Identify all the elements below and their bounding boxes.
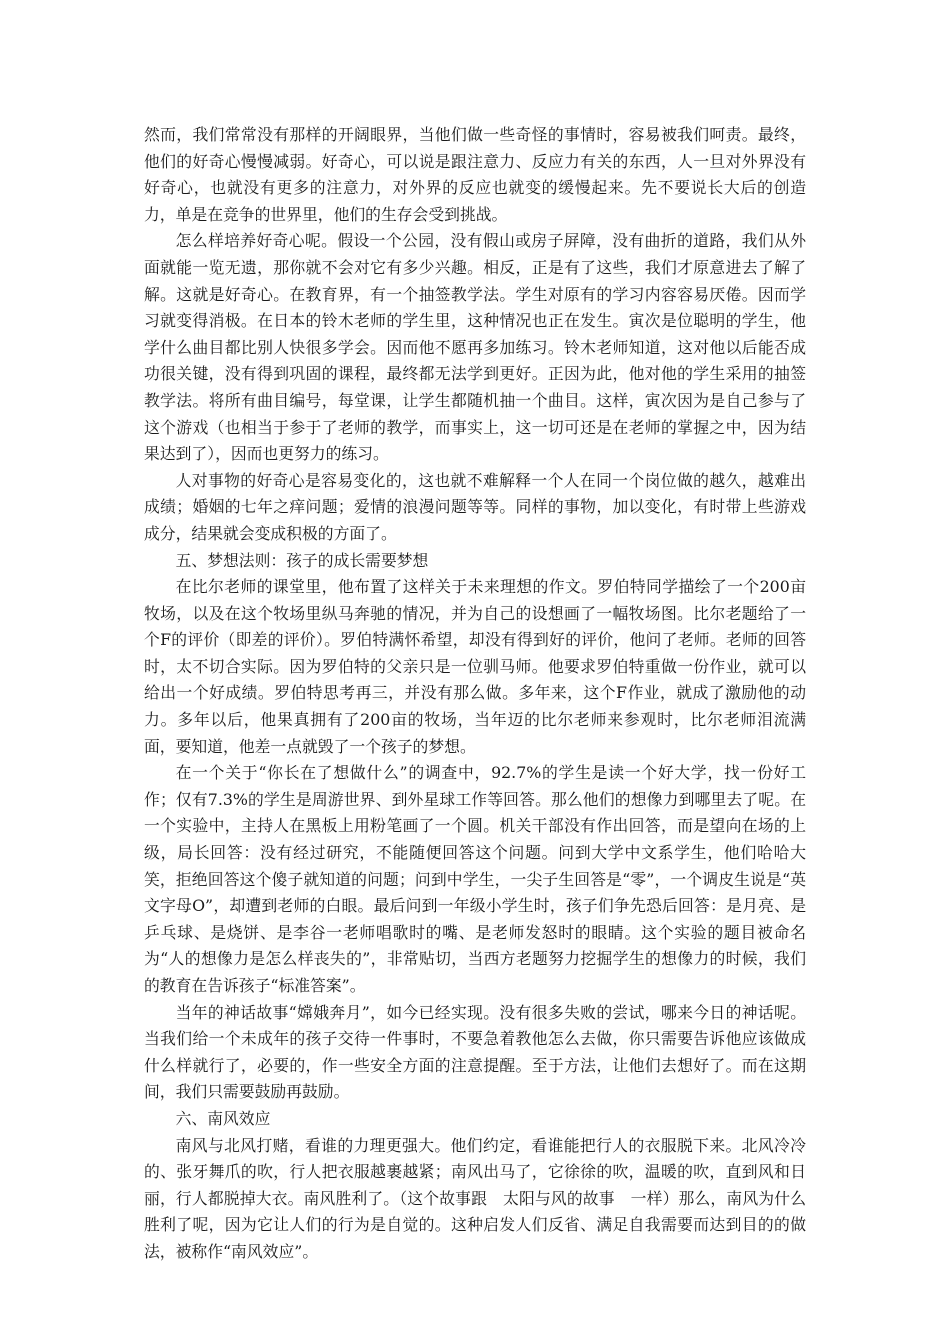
section-heading-dream-rule: 五、梦想法则：孩子的成长需要梦想 <box>175 550 429 570</box>
paragraph-curiosity-intro: 然而，我们常常没有那样的开阔眼界，当他们做一些奇怪的事情时，容易被我们呵责。最终，他们的好奇心慢慢减弱。好奇心，可以说是跟注意力、反应力有关的东西，人一旦对外界没有好奇心，也就没有更多的注意力，对外界的反应也就变的缓慢起来。先不要说长大后的创造力，单是在竞争的世界里，他们的生存会受到挑战。 <box>144 125 806 224</box>
paragraph-south-wind-story: 南风与北风打赌，看谁的力理更强大。他们约定，看谁能把行人的衣服脱下来。北风冷冷的、张牙舞爪的吹，行人把衣服越裹越紧；南风出马了，它徐徐的吹，温暖的吹，直到风和日丽，行人都脱掉大衣。南风胜利了。（这个故事跟 太阳与风的故事 一样）那么，南风为什么胜利了呢，因为它让人们的行为是自觉的。这种启发人们反省、满足自我需要而达到目的的做法，被称作“南风效应”。 <box>144 1135 806 1261</box>
paragraph-cultivate-curiosity: 怎么样培养好奇心呢。假设一个公园，没有假山或房子屏障，没有曲折的道路，我们从外面就能一览无遗，那你就不会对它有多少兴趣。相反，正是有了这些，我们才原意进去了解了解。这就是好奇心。在教育界，有一个抽签教学法。学生对原有的学习内容容易厌倦。因而学习就变得消极。在日本的铃木老师的学生里，这种情况也正在发生。寅次是位聪明的学生，他学什么曲目都比别人快很多学会。因而他不愿再多加练习。铃木老师知道，这对他以后能否成功很关键，没有得到巩固的课程，最终都无法学到更好。正因为此，他对他的学生采用的抽签教学法。将所有曲目编号，每堂课，让学生都随机抽一个曲目。这样，寅次因为是自己参与了这个游戏（也相当于参于了老师的教学，而事实上，这一切可还是在老师的掌握之中，因为结果达到了），因而也更努力的练习。 <box>144 231 806 464</box>
paragraph-curiosity-change: 人对事物的好奇心是容易变化的，这也就不难解释一个人在同一个岗位做的越久，越难出成绩；婚姻的七年之痒问题；爱情的浪漫问题等等。同样的事物，加以变化，有时带上些游戏成分，结果就会变成积极的方面了。 <box>144 470 806 543</box>
paragraph-bill-teacher: 在比尔老师的课堂里，他布置了这样关于未来理想的作文。罗伯特同学描绘了一个200亩牧场，以及在这个牧场里纵马奔驰的情况，并为自己的设想画了一幅牧场图。比尔老题给了一个F的评价（即差的评价）。罗伯特满怀希望，却没有得到好的评价，他问了老师。老师的回答时，太不切合实际。因为罗伯特的父亲只是一位驯马师。他要求罗伯特重做一份作业，就可以给出一个好成绩。罗伯特思考再三，并没有那么做。多年来，这个F作业，就成了激励他的动力。多年以后，他果真拥有了200亩的牧场，当年迈的比尔老师来参观时，比尔老师泪流满面，要知道，他差一点就毁了一个孩子的梦想。 <box>144 577 806 756</box>
paragraph-myth-chang-e: 当年的神话故事“嫦娥奔月”，如今已经实现。没有很多失败的尝试，哪来今日的神话呢。当我们给一个未成年的孩子交待一件事时，不要急着教他怎么去做，你只需要告诉他应该做成什么样就行了，必要的，作一些安全方面的注意提醒。至于方法，让他们去想好了。而在这期间，我们只需要鼓励再鼓励。 <box>144 1002 806 1102</box>
section-heading-south-wind: 六、南风效应 <box>175 1108 271 1128</box>
paragraph-imagination-survey: 在一个关于“你长在了想做什么”的调查中，92.7%的学生是读一个好大学，找一份好工作；仅有7.3%的学生是周游世界、到外星球工作等回答。那么他们的想像力到哪里去了呢。在一个实验中，主持人在黑板上用粉笔画了一个圆。机关干部没有作出回答，而是望向在场的上级，局长回答：没有经过研究，不能随便回答这个问题。问到大学中文系学生，他们哈哈大笑，拒绝回答这个傻子就知道的问题；问到中学生，一尖子生回答是“零”，一个调皮生说是“英文字母O”，却遭到老师的白眼。最后问到一年级小学生时，孩子们争先恐后回答：是月亮、是乒乓球、是烧饼、是李谷一老师唱歌时的嘴、是老师发怒时的眼睛。这个实验的题目被命名为“人的想像力是怎么样丧失的”，非常贴切，当西方老题努力挖掘学生的想像力的时候，我们的教育在告诉孩子“标准答案”。 <box>144 763 806 995</box>
document-page <box>144 122 806 1266</box>
